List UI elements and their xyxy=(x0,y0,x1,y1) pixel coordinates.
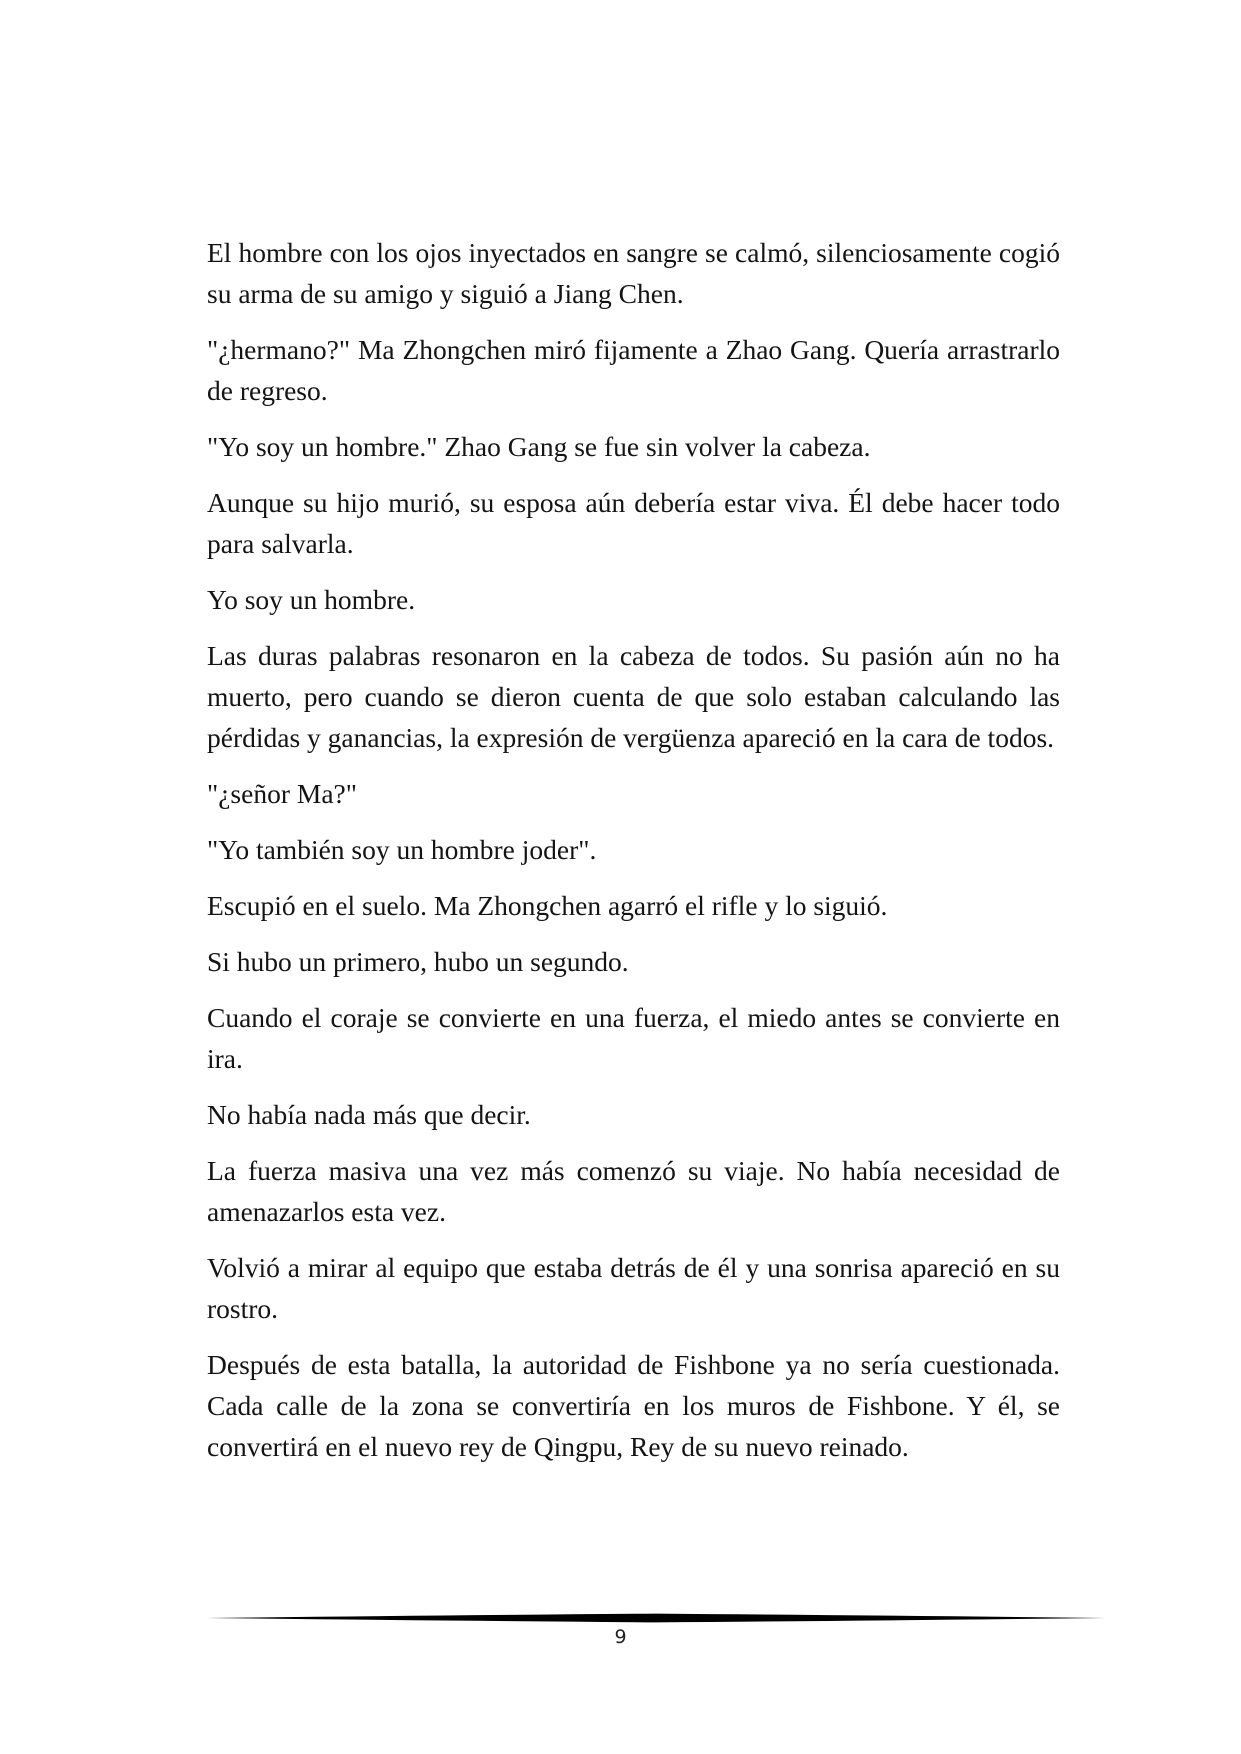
page-number: 9 xyxy=(614,1626,627,1648)
paragraph: No había nada más que decir. xyxy=(207,1099,531,1130)
paragraph: Cuando el coraje se convierte en una fuerza, el miedo antes se convierte en ira. xyxy=(207,1002,1060,1074)
paragraph: Escupió en el suelo. Ma Zhongchen agarró el rifle y lo siguió. xyxy=(207,890,888,921)
paragraph: Si hubo un primero, hubo un segundo. xyxy=(207,946,629,977)
paragraph: Las duras palabras resonaron en la cabeza de todos. Su pasión aún no ha muerto, pero cuando se dieron cuenta de que solo estaban calculando las pérdidas y ganancias, la expresión de vergüenza apareció en la cara de todos. xyxy=(207,640,1060,753)
paragraph: "¿señor Ma?" xyxy=(207,778,357,809)
paragraph: La fuerza masiva una vez más comenzó su viaje. No había necesidad de amenazarlos esta vez. xyxy=(207,1155,1060,1227)
paragraph: Volvió a mirar al equipo que estaba detrás de él y una sonrisa apareció en su rostro. xyxy=(207,1252,1060,1324)
paragraph: El hombre con los ojos inyectados en sangre se calmó, silenciosamente cogió su arma de su amigo y siguió a Jiang Chen. xyxy=(207,237,1060,309)
paragraph: Yo soy un hombre. xyxy=(207,584,416,615)
paragraph: "¿hermano?" Ma Zhongchen miró fijamente a Zhao Gang. Quería arrastrarlo de regreso. xyxy=(207,334,1060,406)
footer-divider xyxy=(207,1612,1105,1624)
paragraph: Después de esta batalla, la autoridad de Fishbone ya no sería cuestionada. Cada calle de la zona se convertiría en los muros de Fishbone. Y él, se convertirá en el nuevo rey de Qingpu, Rey de su nuevo reinado. xyxy=(207,1349,1060,1462)
page-body xyxy=(207,232,1060,1482)
paragraph: "Yo también soy un hombre joder". xyxy=(207,834,597,865)
paragraph: Aunque su hijo murió, su esposa aún debería estar viva. Él debe hacer todo para salvarla. xyxy=(207,487,1060,559)
paragraph: "Yo soy un hombre." Zhao Gang se fue sin volver la cabeza. xyxy=(207,431,871,462)
